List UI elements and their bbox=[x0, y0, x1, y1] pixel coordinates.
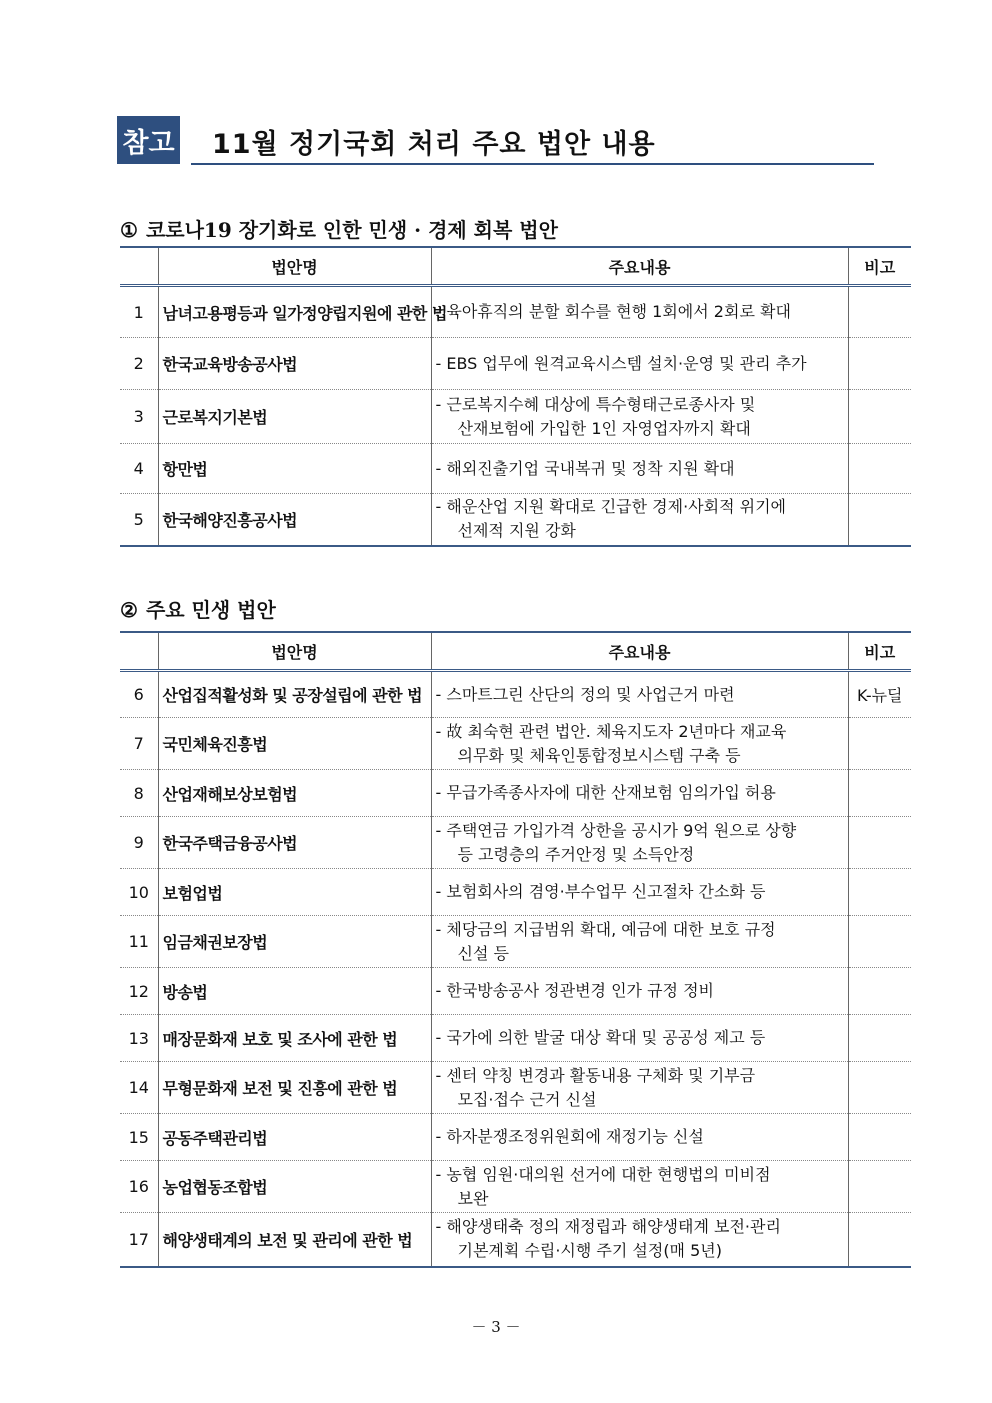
law-content bbox=[431, 494, 848, 546]
table-row bbox=[120, 286, 911, 338]
header-num bbox=[120, 247, 158, 286]
law-content bbox=[431, 817, 848, 869]
law-note bbox=[848, 1015, 911, 1062]
content-line: - EBS 업무에 원격교육시스템 설치·운영 및 관리 추가 bbox=[435, 353, 807, 373]
content-line: - 체당금의 지급범위 확대, 예금에 대한 보호 규정 bbox=[435, 919, 776, 939]
header-law-name: 법안명 bbox=[158, 247, 431, 286]
row-number: 6 bbox=[120, 671, 158, 718]
law-content bbox=[431, 338, 848, 390]
law-content bbox=[431, 1213, 848, 1267]
law-name: 공동주택관리법 bbox=[158, 1114, 431, 1161]
row-number: 14 bbox=[120, 1062, 158, 1114]
law-content bbox=[431, 444, 848, 494]
content-line: - 한국방송공사 정관변경 인가 규정 정비 bbox=[435, 981, 714, 1000]
header-law-name: 법안명 bbox=[158, 632, 431, 671]
content-line: - 근로복지수혜 대상에 특수형태근로종사자 및 bbox=[435, 394, 756, 414]
content-line: - 주택연금 가입가격 상한을 공시가 9억 원으로 상향 bbox=[435, 820, 797, 840]
law-content bbox=[431, 671, 848, 718]
page-title: 11월 정기국회 처리 주요 법안 내용 bbox=[212, 129, 656, 160]
law-content bbox=[431, 916, 848, 968]
law-note bbox=[848, 869, 911, 916]
law-name: 매장문화재 보호 및 조사에 관한 법 bbox=[158, 1015, 431, 1062]
header-note: 비고 bbox=[848, 247, 911, 286]
section-2-table bbox=[120, 631, 911, 1268]
content-line: - 하자분쟁조정위원회에 재정기능 신설 bbox=[435, 1127, 704, 1146]
content-line: 선제적 지원 강화 bbox=[457, 521, 576, 541]
content-line: - 해외진출기업 국내복귀 및 정착 지원 확대 bbox=[435, 458, 735, 478]
law-name: 보험업법 bbox=[158, 869, 431, 916]
law-note bbox=[848, 916, 911, 968]
table-row bbox=[120, 718, 911, 770]
law-content bbox=[431, 1062, 848, 1114]
table-row bbox=[120, 1213, 911, 1267]
law-note bbox=[848, 1114, 911, 1161]
table-row bbox=[120, 1062, 911, 1114]
section-2-title: 주요 민생 법안 bbox=[145, 598, 276, 622]
law-note bbox=[848, 338, 911, 390]
content-line: - 해운산업 지원 확대로 긴급한 경제·사회적 위기에 bbox=[435, 497, 786, 517]
content-line: 의무화 및 체육인통합정보시스템 구축 등 bbox=[457, 745, 741, 765]
section-1-marker: ① bbox=[120, 218, 138, 242]
row-number: 9 bbox=[120, 817, 158, 869]
header-num bbox=[120, 632, 158, 671]
title-underline bbox=[191, 163, 874, 165]
table-row bbox=[120, 916, 911, 968]
content-line: 산재보험에 가입한 1인 자영업자까지 확대 bbox=[457, 418, 751, 438]
law-content bbox=[431, 718, 848, 770]
content-line: - 해양생태축 정의 재정립과 해양생태계 보전·관리 bbox=[435, 1217, 781, 1237]
table-row bbox=[120, 671, 911, 718]
law-name: 해양생태계의 보전 및 관리에 관한 법 bbox=[158, 1213, 431, 1267]
header-note: 비고 bbox=[848, 632, 911, 671]
page-number: － 3 － bbox=[471, 1318, 521, 1336]
content-line: - 국가에 의한 발굴 대상 확대 및 공공성 제고 등 bbox=[435, 1028, 766, 1047]
law-content bbox=[431, 286, 848, 338]
law-note bbox=[848, 1213, 911, 1267]
law-name: 방송법 bbox=[158, 968, 431, 1015]
law-content bbox=[431, 1114, 848, 1161]
content-line: - 농협 임원·대의원 선거에 대한 현행법의 미비점 bbox=[435, 1164, 771, 1184]
table-row bbox=[120, 1161, 911, 1213]
law-content bbox=[431, 770, 848, 817]
content-line: - 보험회사의 겸영·부수업무 신고절차 간소화 등 bbox=[435, 882, 766, 901]
row-number: 11 bbox=[120, 916, 158, 968]
reference-badge: 참고 bbox=[117, 116, 180, 164]
law-name: 국민체육진흥법 bbox=[158, 718, 431, 770]
content-line: - 육아휴직의 분할 회수를 현행 1회에서 2회로 확대 bbox=[435, 302, 791, 321]
law-content bbox=[431, 390, 848, 444]
law-content bbox=[431, 968, 848, 1015]
row-number: 10 bbox=[120, 869, 158, 916]
law-note bbox=[848, 770, 911, 817]
row-number: 16 bbox=[120, 1161, 158, 1213]
law-note bbox=[848, 968, 911, 1015]
law-content bbox=[431, 869, 848, 916]
law-note: K-뉴딜 bbox=[848, 671, 911, 718]
table-row bbox=[120, 444, 911, 494]
row-number: 3 bbox=[120, 390, 158, 444]
table-row bbox=[120, 770, 911, 817]
law-name: 항만법 bbox=[158, 444, 431, 494]
row-number: 7 bbox=[120, 718, 158, 770]
section-1-heading bbox=[120, 214, 558, 243]
row-number: 5 bbox=[120, 494, 158, 546]
law-name: 한국교육방송공사법 bbox=[158, 338, 431, 390]
law-content bbox=[431, 1015, 848, 1062]
table-row bbox=[120, 1114, 911, 1161]
table-header-row bbox=[120, 247, 911, 286]
content-line: - 故 최숙현 관련 법안. 체육지도자 2년마다 재교육 bbox=[435, 721, 787, 741]
section-1-title: 코로나19 장기화로 인한 민생 · 경제 회복 법안 bbox=[145, 218, 558, 242]
law-name: 산업집적활성화 및 공장설립에 관한 법 bbox=[158, 671, 431, 718]
row-number: 12 bbox=[120, 968, 158, 1015]
law-note bbox=[848, 718, 911, 770]
header-content: 주요내용 bbox=[431, 247, 848, 286]
row-number: 17 bbox=[120, 1213, 158, 1267]
header-content: 주요내용 bbox=[431, 632, 848, 671]
section-1-table bbox=[120, 246, 911, 547]
row-number: 13 bbox=[120, 1015, 158, 1062]
law-note bbox=[848, 817, 911, 869]
law-name: 산업재해보상보험법 bbox=[158, 770, 431, 817]
content-line: 모집·접수 근거 신설 bbox=[457, 1089, 597, 1109]
content-line: 기본계획 수립·시행 주기 설정(매 5년) bbox=[457, 1241, 722, 1261]
law-name: 남녀고용평등과 일가정양립지원에 관한 법 bbox=[158, 286, 431, 338]
page-title-block bbox=[117, 116, 874, 166]
content-line: 보완 bbox=[457, 1188, 489, 1208]
table-row bbox=[120, 494, 911, 546]
row-number: 2 bbox=[120, 338, 158, 390]
section-2-marker: ② bbox=[120, 598, 138, 622]
law-name: 임금채권보장법 bbox=[158, 916, 431, 968]
table-row bbox=[120, 968, 911, 1015]
content-line: - 스마트그린 산단의 정의 및 사업근거 마련 bbox=[435, 684, 735, 704]
table-row bbox=[120, 1015, 911, 1062]
law-name: 무형문화재 보전 및 진흥에 관한 법 bbox=[158, 1062, 431, 1114]
law-note bbox=[848, 494, 911, 546]
content-line: - 무급가족종사자에 대한 산재보험 임의가입 허용 bbox=[435, 783, 776, 802]
law-name: 농업협동조합법 bbox=[158, 1161, 431, 1213]
table-row bbox=[120, 338, 911, 390]
law-note bbox=[848, 286, 911, 338]
law-name: 한국해양진흥공사법 bbox=[158, 494, 431, 546]
row-number: 4 bbox=[120, 444, 158, 494]
table-row bbox=[120, 390, 911, 444]
law-note bbox=[848, 1062, 911, 1114]
row-number: 15 bbox=[120, 1114, 158, 1161]
content-line: 등 고령층의 주거안정 및 소득안정 bbox=[457, 844, 695, 864]
table-row bbox=[120, 869, 911, 916]
content-line: 신설 등 bbox=[457, 943, 509, 963]
law-name: 한국주택금융공사법 bbox=[158, 817, 431, 869]
row-number: 8 bbox=[120, 770, 158, 817]
law-content bbox=[431, 1161, 848, 1213]
content-line: - 센터 약칭 변경과 활동내용 구체화 및 기부금 bbox=[435, 1065, 756, 1085]
law-note bbox=[848, 1161, 911, 1213]
law-note bbox=[848, 390, 911, 444]
law-name: 근로복지기본법 bbox=[158, 390, 431, 444]
row-number: 1 bbox=[120, 286, 158, 338]
law-note bbox=[848, 444, 911, 494]
section-2-heading bbox=[120, 594, 276, 623]
table-row bbox=[120, 817, 911, 869]
table-header-row bbox=[120, 632, 911, 671]
